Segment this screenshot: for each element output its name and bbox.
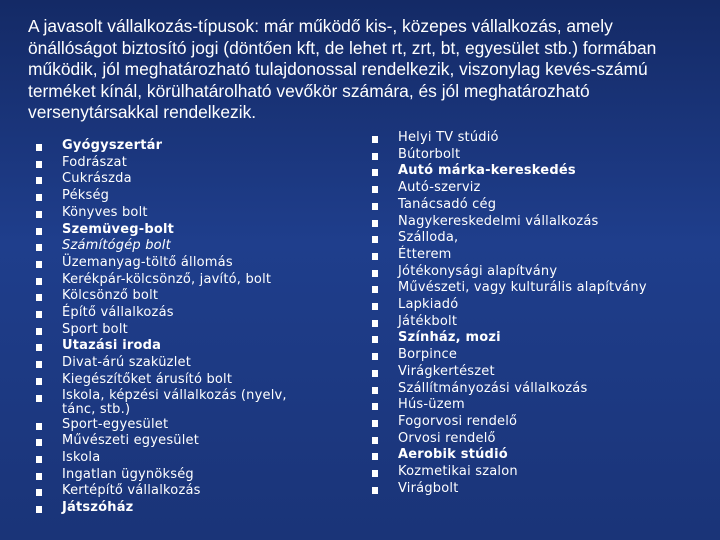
square-bullet-icon xyxy=(372,403,378,410)
list-item-label: Tanácsadó cég xyxy=(398,196,497,212)
list-item-label: Kerékpár-kölcsönző, javító, bolt xyxy=(62,271,272,287)
list-item-label: Kozmetikai szalon xyxy=(398,464,518,480)
list-item xyxy=(372,247,702,264)
list-item-label: Utazási iroda xyxy=(62,338,162,354)
list-item-label: Szállítmányozási vállalkozás xyxy=(398,380,588,396)
list-item xyxy=(372,464,702,481)
list-item-label: Lapkiadó xyxy=(398,297,459,313)
list-item xyxy=(372,397,702,414)
list-item-label: Művészeti, vagy kulturális alapítvány xyxy=(398,280,647,296)
list-item-label: Fogorvosi rendelő xyxy=(398,413,518,429)
list-item-label: Orvosi rendelő xyxy=(398,430,496,446)
list-item-label: Szemüveg-bolt xyxy=(62,221,175,237)
list-item-label: Hús-üzem xyxy=(398,397,465,413)
square-bullet-icon xyxy=(372,270,378,277)
list-item-label: Cukrászda xyxy=(62,171,132,187)
list-item xyxy=(372,297,702,314)
list-item-label: Iskola xyxy=(62,449,101,465)
square-bullet-icon xyxy=(36,261,42,268)
list-item xyxy=(372,447,702,464)
list-item-label: Helyi TV stúdió xyxy=(398,130,499,145)
list-item xyxy=(36,322,341,339)
left-business-list xyxy=(36,135,341,517)
list-item-label: Könyves bolt xyxy=(62,204,148,220)
square-bullet-icon xyxy=(36,473,42,480)
list-item-label: Kiegészítőket árusító bolt xyxy=(62,371,233,387)
square-bullet-icon xyxy=(36,228,42,235)
list-item xyxy=(36,483,341,500)
list-item xyxy=(372,347,702,364)
square-bullet-icon xyxy=(36,144,42,151)
square-bullet-icon xyxy=(36,423,42,430)
square-bullet-icon xyxy=(372,437,378,444)
square-bullet-icon xyxy=(372,387,378,394)
list-item-label: Üzemanyag-töltő állomás xyxy=(62,254,233,270)
square-bullet-icon xyxy=(372,420,378,427)
list-item xyxy=(36,205,341,222)
list-item xyxy=(36,155,341,172)
list-item xyxy=(372,230,702,247)
list-item xyxy=(36,372,341,389)
list-item-label: Kölcsönző bolt xyxy=(62,288,159,304)
list-item-label: Borpince xyxy=(398,347,458,363)
list-item xyxy=(36,222,341,239)
square-bullet-icon xyxy=(36,294,42,301)
list-item xyxy=(372,330,702,347)
square-bullet-icon xyxy=(372,136,378,143)
square-bullet-icon xyxy=(372,286,378,293)
list-item xyxy=(372,130,702,147)
list-item xyxy=(372,163,702,180)
square-bullet-icon xyxy=(372,336,378,343)
list-item-label: Szálloda, xyxy=(398,230,459,246)
square-bullet-icon xyxy=(36,328,42,335)
square-bullet-icon xyxy=(372,453,378,460)
list-item xyxy=(36,433,341,450)
square-bullet-icon xyxy=(372,320,378,327)
square-bullet-icon xyxy=(36,361,42,368)
list-item-label: Virágkertészet xyxy=(398,363,495,379)
list-item-label: Számítógép bolt xyxy=(62,238,171,254)
square-bullet-icon xyxy=(372,203,378,210)
list-item xyxy=(372,364,702,381)
square-bullet-icon xyxy=(372,253,378,260)
list-item-label: Étterem xyxy=(398,246,452,262)
list-item-label: Építő vállalkozás xyxy=(62,305,174,321)
list-item xyxy=(36,389,341,417)
list-item xyxy=(36,450,341,467)
list-item xyxy=(36,500,341,517)
list-item xyxy=(372,197,702,214)
list-item-label: Kertépítő vállalkozás xyxy=(62,483,201,499)
list-item-label: Sport-egyesület xyxy=(62,416,169,432)
square-bullet-icon xyxy=(372,370,378,377)
square-bullet-icon xyxy=(372,153,378,160)
list-item-label: Iskola, képzési vállalkozás (nyelv, tánc, stb.) xyxy=(62,387,287,417)
list-item xyxy=(36,338,341,355)
square-bullet-icon xyxy=(36,177,42,184)
square-bullet-icon xyxy=(36,344,42,351)
list-item-label: Aerobik stúdió xyxy=(398,447,508,463)
list-item xyxy=(36,171,341,188)
square-bullet-icon xyxy=(372,169,378,176)
list-item xyxy=(36,417,341,434)
square-bullet-icon xyxy=(372,353,378,360)
list-item xyxy=(36,305,341,322)
list-item-label: Ingatlan ügynökség xyxy=(62,466,194,482)
square-bullet-icon xyxy=(36,506,42,513)
list-item-label: Gyógyszertár xyxy=(62,138,163,153)
square-bullet-icon xyxy=(36,439,42,446)
intro-paragraph: A javasolt vállalkozás-típusok: már működő kis-, közepes vállalkozás, amely önállóságot biztosító jogi (döntően kft, de lehet rt, zrt, bt, egyesület stb.) formában működik, jól meghatározható tulajdonossal rendelkezik, viszonylag kevés-számú terméket kínál, körülhatárolható vevőkör számára, és jól meghatározható versenytársakkal rendelkezik. xyxy=(28,16,657,122)
square-bullet-icon xyxy=(36,161,42,168)
list-item xyxy=(372,214,702,231)
list-item-label: Pékség xyxy=(62,188,110,204)
list-item-label: Nagykereskedelmi vállalkozás xyxy=(398,213,599,229)
list-item xyxy=(36,467,341,484)
list-item-label: Színház, mozi xyxy=(398,330,501,346)
list-item xyxy=(36,355,341,372)
list-item-label: Autó-szerviz xyxy=(398,180,481,196)
square-bullet-icon xyxy=(372,236,378,243)
list-item-label: Virágbolt xyxy=(398,480,459,496)
list-item xyxy=(372,147,702,164)
right-business-list xyxy=(372,130,702,497)
list-item xyxy=(36,272,341,289)
list-item xyxy=(372,314,702,331)
square-bullet-icon xyxy=(36,311,42,318)
list-item-label: Sport bolt xyxy=(62,321,128,337)
list-item xyxy=(36,255,341,272)
list-item xyxy=(372,431,702,448)
list-item-label: Játszóház xyxy=(62,500,134,516)
list-item xyxy=(36,188,341,205)
square-bullet-icon xyxy=(372,186,378,193)
list-item xyxy=(372,264,702,281)
square-bullet-icon xyxy=(36,456,42,463)
list-item-label: Jótékonysági alapítvány xyxy=(398,263,558,279)
list-item xyxy=(372,381,702,398)
square-bullet-icon xyxy=(36,395,42,402)
square-bullet-icon xyxy=(36,378,42,385)
list-item xyxy=(372,180,702,197)
list-item-label: Divat-árú szaküzlet xyxy=(62,355,192,371)
square-bullet-icon xyxy=(36,194,42,201)
list-item xyxy=(36,135,341,155)
square-bullet-icon xyxy=(36,211,42,218)
list-item-label: Bútorbolt xyxy=(398,146,461,162)
list-item xyxy=(36,238,341,255)
square-bullet-icon xyxy=(372,303,378,310)
list-item xyxy=(372,280,702,297)
square-bullet-icon xyxy=(36,489,42,496)
list-item xyxy=(36,288,341,305)
list-item-label: Művészeti egyesület xyxy=(62,433,200,449)
list-item xyxy=(372,414,702,431)
square-bullet-icon xyxy=(372,487,378,494)
list-item-label: Autó márka-kereskedés xyxy=(398,163,576,179)
list-item-label: Fodrászat xyxy=(62,154,127,170)
list-item-label: Játékbolt xyxy=(398,313,458,329)
square-bullet-icon xyxy=(372,220,378,227)
square-bullet-icon xyxy=(372,470,378,477)
square-bullet-icon xyxy=(36,278,42,285)
list-item xyxy=(372,481,702,498)
square-bullet-icon xyxy=(36,244,42,251)
